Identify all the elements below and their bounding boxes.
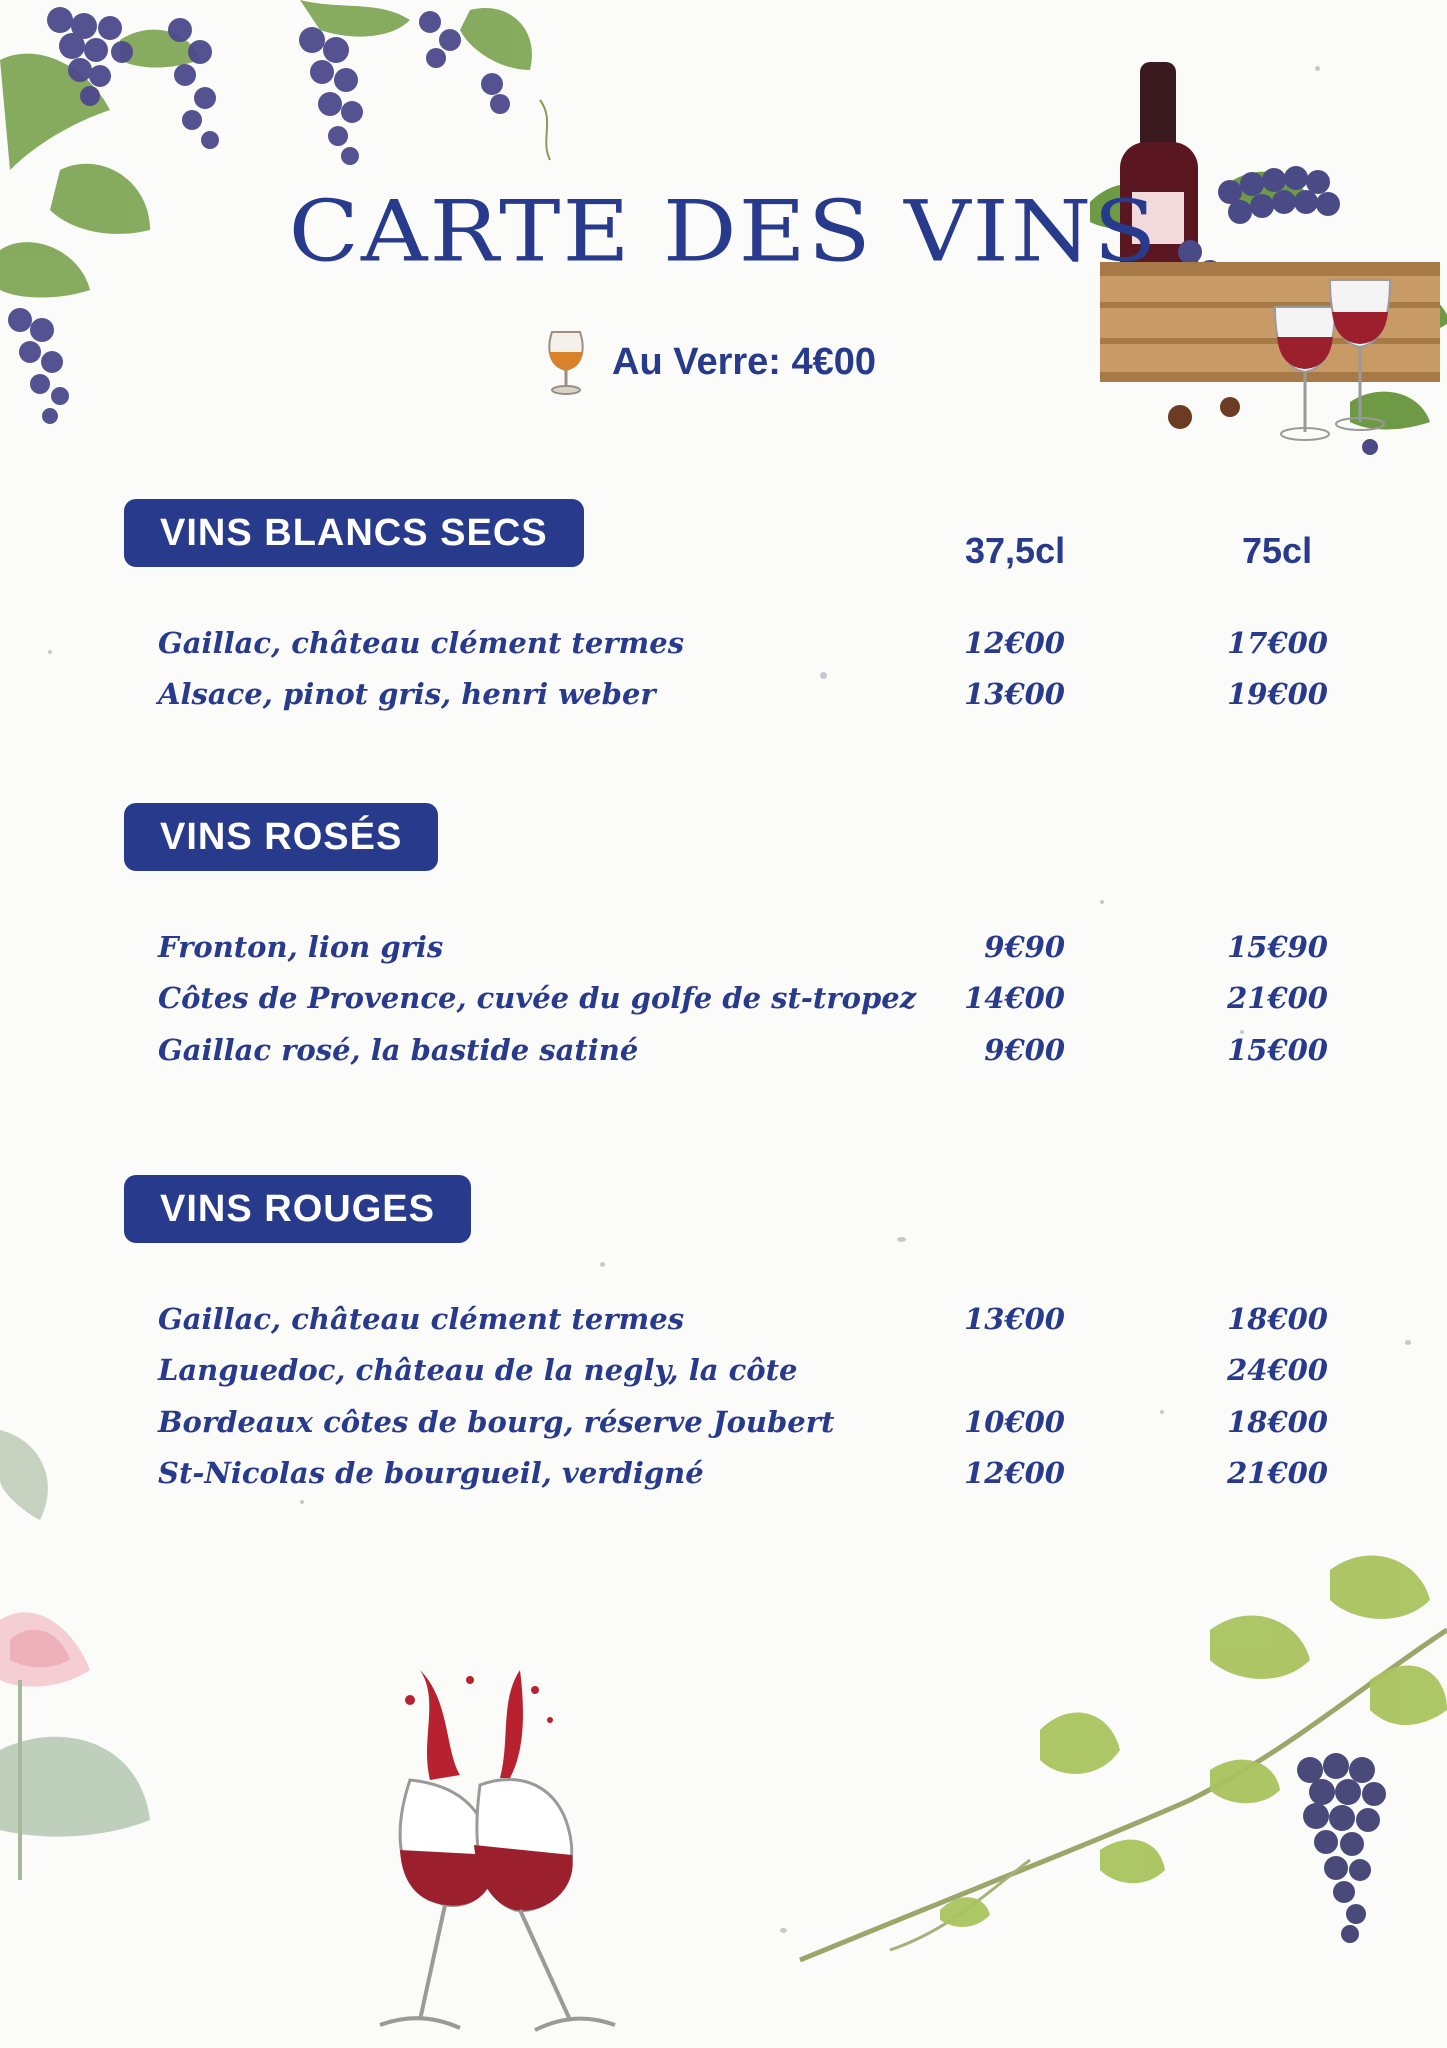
price-75cl: 15€00 — [1227, 1033, 1328, 1067]
price-37-5cl: 12€00 — [964, 626, 1065, 660]
wine-name: Languedoc, château de la negly, la côte — [158, 1353, 798, 1387]
price-37-5cl: 12€00 — [964, 1456, 1065, 1490]
wine-name: Gaillac, château clément termes — [158, 626, 685, 660]
brandy-glass-icon — [542, 326, 590, 398]
wine-row — [0, 930, 1447, 974]
price-75cl: 24€00 — [1227, 1353, 1328, 1387]
section-heading-white-wines: VINS BLANCS SECS — [124, 499, 584, 567]
price-37-5cl: 10€00 — [964, 1405, 1065, 1439]
wine-name: Bordeaux côtes de bourg, réserve Joubert — [158, 1405, 835, 1439]
column-header-75cl: 75cl — [1242, 530, 1313, 571]
price-75cl: 18€00 — [1227, 1302, 1328, 1336]
price-37-5cl: 13€00 — [964, 1302, 1065, 1336]
page-title: CARTE DES VINS — [288, 182, 1159, 281]
price-37-5cl: 9€90 — [984, 930, 1065, 964]
wine-name: Alsace, pinot gris, henri weber — [158, 677, 656, 711]
wine-row — [0, 1405, 1447, 1449]
price-37-5cl: 9€00 — [984, 1033, 1065, 1067]
price-75cl: 21€00 — [1227, 981, 1328, 1015]
price-37-5cl: 13€00 — [964, 677, 1065, 711]
wine-row — [0, 626, 1447, 670]
wine-name: Côtes de Provence, cuvée du golfe de st-tropez — [158, 981, 917, 1015]
price-75cl: 18€00 — [1227, 1405, 1328, 1439]
grape-vine-illustration — [770, 1530, 1447, 1990]
price-37-5cl: 14€00 — [964, 981, 1065, 1015]
wine-row — [0, 677, 1447, 721]
column-header-37-5cl: 37,5cl — [965, 530, 1066, 571]
wine-row — [0, 1302, 1447, 1346]
wine-name: Gaillac, château clément termes — [158, 1302, 685, 1336]
section-heading-red-wines: VINS ROUGES — [124, 1175, 471, 1243]
by-the-glass-text: Au Verre: 4€00 — [612, 340, 877, 383]
price-75cl: 15€90 — [1227, 930, 1328, 964]
price-75cl: 19€00 — [1227, 677, 1328, 711]
wine-name: Fronton, lion gris — [158, 930, 444, 964]
section-heading-rose-wines: VINS ROSÉS — [124, 803, 438, 871]
wine-row — [0, 1033, 1447, 1077]
wine-row — [0, 1353, 1447, 1397]
by-the-glass-price — [542, 326, 876, 398]
wine-row — [0, 981, 1447, 1025]
toasting-glasses-illustration — [350, 1660, 680, 2048]
price-75cl: 17€00 — [1227, 626, 1328, 660]
wine-name: St-Nicolas de bourgueil, verdigné — [158, 1456, 704, 1490]
wine-name: Gaillac rosé, la bastide satiné — [158, 1033, 639, 1067]
price-75cl: 21€00 — [1227, 1456, 1328, 1490]
wine-row — [0, 1456, 1447, 1500]
